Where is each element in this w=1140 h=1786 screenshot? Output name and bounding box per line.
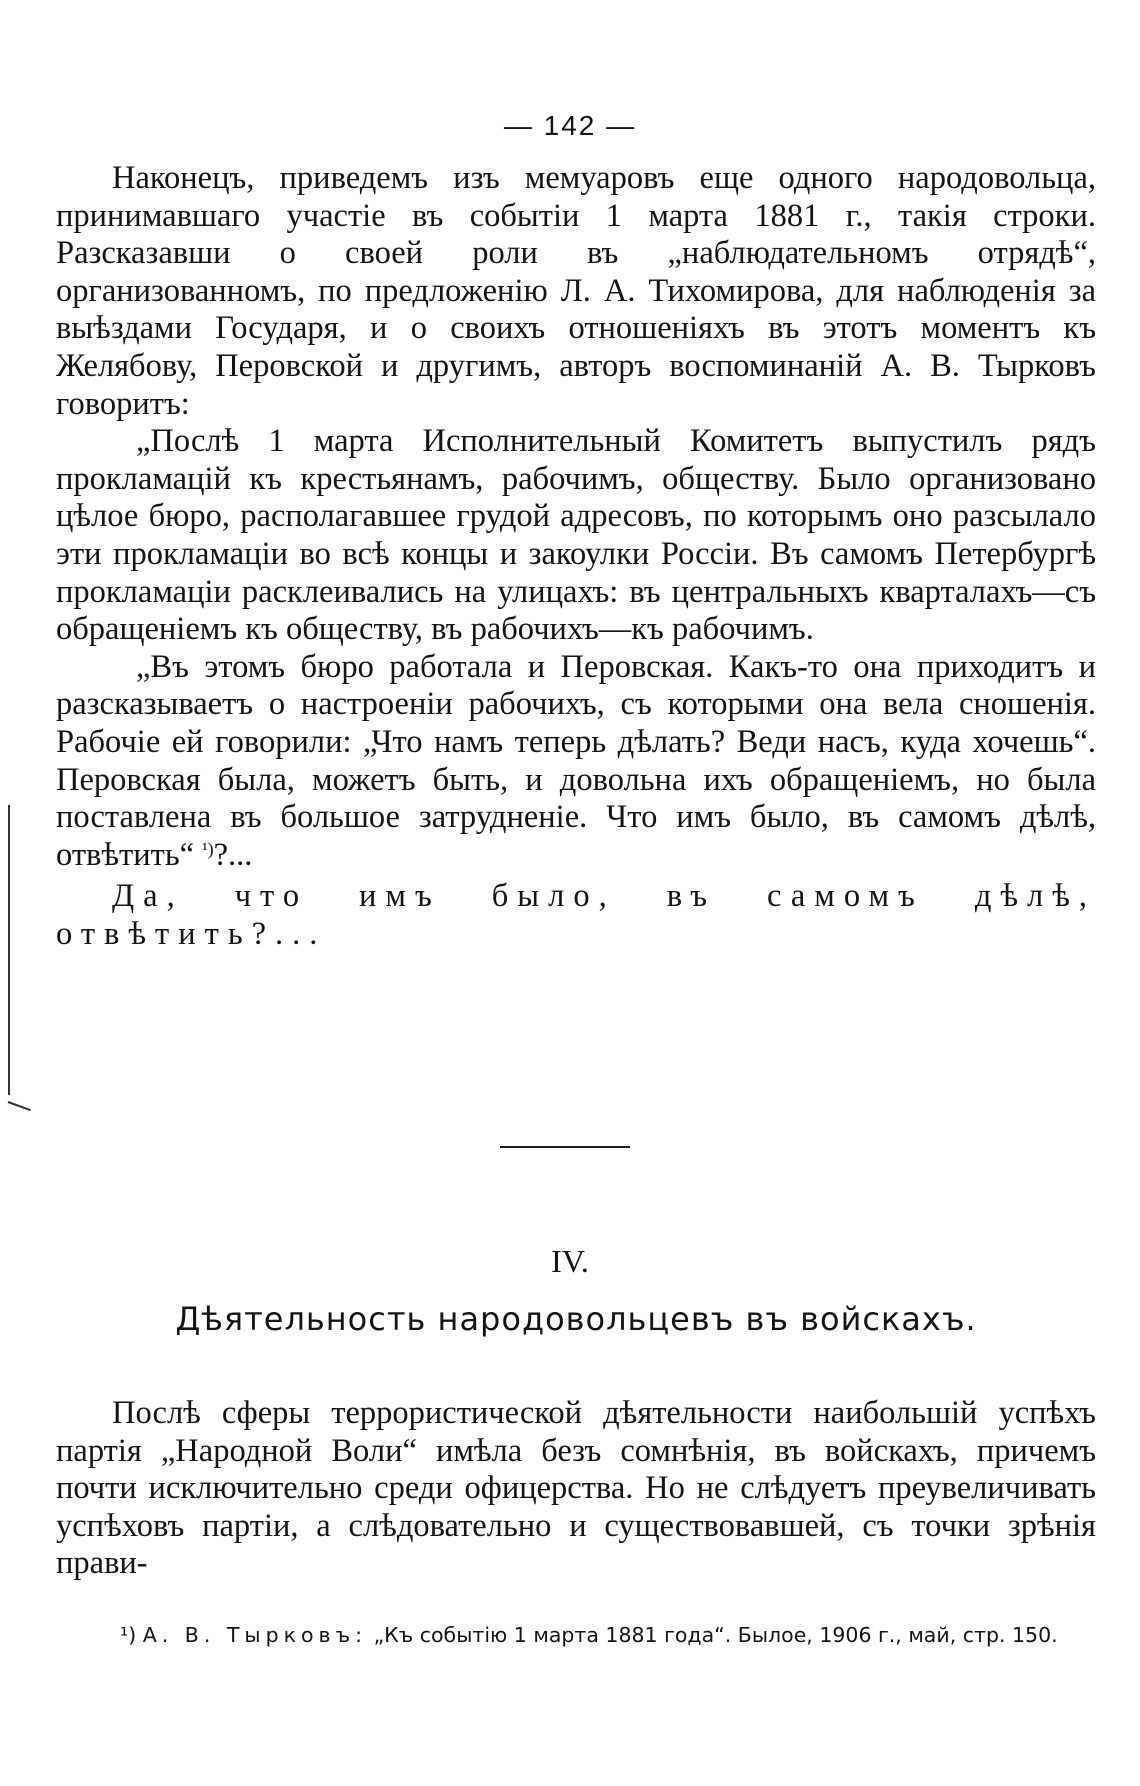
paragraph-quote-2: [56, 649, 1096, 879]
paragraph-section-intro: Послѣ сферы террористической дѣятельности наибольшій успѣхъ партія „Народной Воли“ имѣла безъ сомнѣнія, въ войскахъ, причемъ почти исключительно среди офицерства. Но не слѣдуетъ преувеличивать успѣховъ партіи, а слѣдовательно и существовавшей, съ точки зрѣнія прави-: [56, 1395, 1096, 1582]
section-title: Дѣятельность народовольцевъ въ войскахъ.: [175, 1300, 977, 1338]
footnote-text: „Къ событію 1 марта 1881 года“. Былое, 1906 г., май, стр. 150.: [373, 1623, 1058, 1647]
margin-pencil-mark: [8, 805, 50, 1095]
page-number: — 142 —: [503, 110, 637, 141]
section-number: IV.: [551, 1243, 589, 1279]
footnote-paragraph: [56, 1620, 1096, 1651]
footnote: [56, 1620, 1096, 1651]
section-divider-rule: [500, 1146, 630, 1148]
paragraph-closing: Да, что имъ было, въ самомъ дѣлѣ, отвѣтить?...: [56, 878, 1096, 952]
footnote-reference: ¹): [202, 838, 214, 859]
paragraph-quote-1: „Послѣ 1 марта Исполнительный Комитетъ выпустилъ рядъ прокламацій къ крестьянамъ, рабочимъ, обществу. Было организовано цѣлое бюро, располагавшее грудой адресовъ, по которымъ оно разсылало эти прокламаціи во всѣ концы и закоулки Россіи. Въ самомъ Петербургѣ прокламаціи расклеивались на улицахъ: въ центральныхъ кварталахъ—съ обращеніемъ къ обществу, въ рабочихъ—къ рабочимъ.: [56, 423, 1096, 648]
footnote-reference-tail: ?...: [213, 836, 253, 873]
footnote-marker: ¹): [120, 1623, 137, 1647]
footnote-author: А. В. Тырковъ:: [142, 1623, 368, 1647]
main-text-block: [56, 160, 1096, 953]
section-text-block: [56, 1395, 1096, 1583]
paragraph-intro: Наконецъ, приведемъ изъ мемуаровъ еще одного народовольца, принимавшаго участіе въ событіи 1 марта 1881 г., такія строки. Разсказавши о своей роли въ „наблюдательномъ отрядѣ“, организованномъ, по предложенію Л. А. Тихомирова, для наблюденія за выѣздами Государя, и о своихъ отношеніяхъ въ этотъ моментъ къ Желябову, Перовской и другимъ, авторъ воспоминаній А. В. Тырковъ говоритъ:: [56, 160, 1096, 422]
quote-2-text: „Въ этомъ бюро работала и Перовская. Какъ-то она приходитъ и разсказываетъ о настроеніи рабочихъ, съ которыми она вела сношенія. Рабочіе ей говорили: „Что намъ теперь дѣлать? Веди насъ, куда хочешь“. Перовская была, можетъ быть, и довольна ихъ обращеніемъ, но была поставлена въ большое затрудненіе. Что имъ было, въ самомъ дѣлѣ, отвѣтить“: [56, 648, 1096, 873]
